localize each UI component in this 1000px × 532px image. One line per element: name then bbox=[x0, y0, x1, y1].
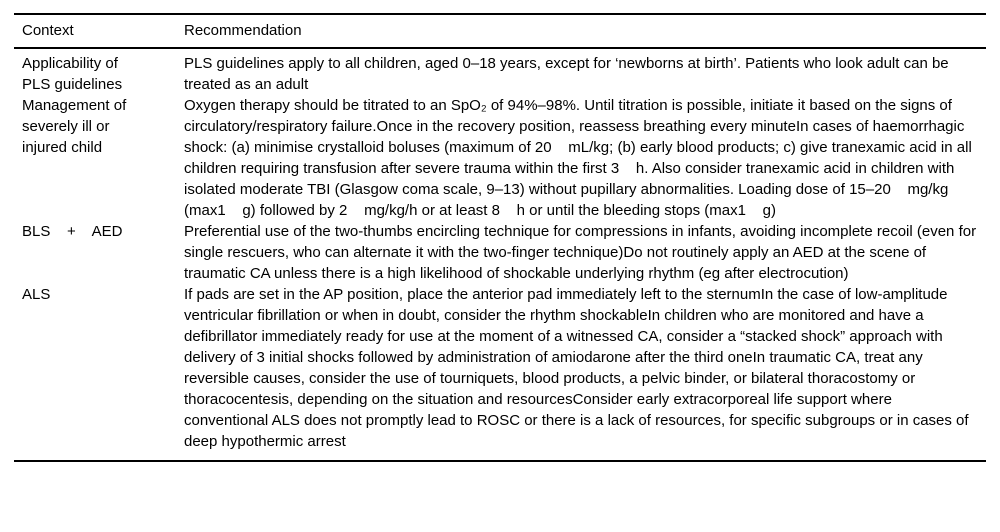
table-row bbox=[14, 53, 986, 95]
table-row bbox=[14, 284, 986, 452]
context-cell: ALS bbox=[22, 286, 51, 303]
context-cell: BLS + AED bbox=[22, 223, 123, 240]
table-body bbox=[14, 49, 986, 460]
table-row bbox=[14, 95, 986, 221]
recommendation-cell: Oxygen therapy should be titrated to an SpO₂ of 94%–98%. Until titration is possible, initiate it based on the signs of circulatory/respiratory failure.Once in the recovery position, reassess breathing every minuteIn cases of haemorrhagic shock: (a) minimise crystalloid boluses (maximum of 20 mL/kg; (b) early blood products; c) give tranexamic acid in all children requiring transfusion after severe trauma within the first 3 h. Also consider tranexamic acid in children with isolated moderate TBI (Glasgow coma scale, 9–13) without pupillary abnormalities. Loading dose of 15–20 mg/kg (max1 g) followed by 2 mg/kg/h or at least 8 h or until the bleeding stops (max1 g) bbox=[184, 97, 976, 219]
recommendation-cell: Preferential use of the two-thumbs encircling technique for compressions in infants, avoiding incomplete recoil (even for single rescuers, who can alternate it with the two-finger technique)Do not routinely apply an AED at the scene of traumatic CA unless there is a high likelihood of shockable underlying rhythm (eg after electrocution) bbox=[184, 223, 981, 282]
table-header bbox=[14, 15, 986, 49]
table-row bbox=[14, 221, 986, 284]
context-column-header: Context bbox=[22, 22, 74, 39]
recommendation-cell: If pads are set in the AP position, place the anterior pad immediately left to the sternumIn the case of low-amplitude ventricular fibrillation or when in doubt, consider the rhythm shockableIn children who are monitored and have a defibrillator immediately ready for use at the moment of a witnessed CA, consider a “stacked shock” approach with delivery of 3 initial shocks followed by administration of amiodarone after the third oneIn traumatic CA, treat any reversible causes, consider the use of tourniquets, blood products, a pelvic binder, or bilateral thoracostomy or thoracocentesis, depending on the situation and resourcesConsider early extracorporeal life support where conventional ALS does not promptly lead to ROSC or there is a lack of resources, for specific subgroups or in cases of deep hypothermic arrest bbox=[184, 286, 973, 450]
context-cell: Management of severely ill or injured child bbox=[22, 97, 131, 156]
recommendation-column-header: Recommendation bbox=[184, 22, 302, 39]
recommendation-cell: PLS guidelines apply to all children, aged 0–18 years, except for ‘newborns at birth’. Patients who look adult can be treated as an adult bbox=[184, 55, 953, 93]
context-cell: Applicability of PLS guidelines bbox=[22, 55, 123, 93]
guidelines-table bbox=[14, 13, 986, 462]
